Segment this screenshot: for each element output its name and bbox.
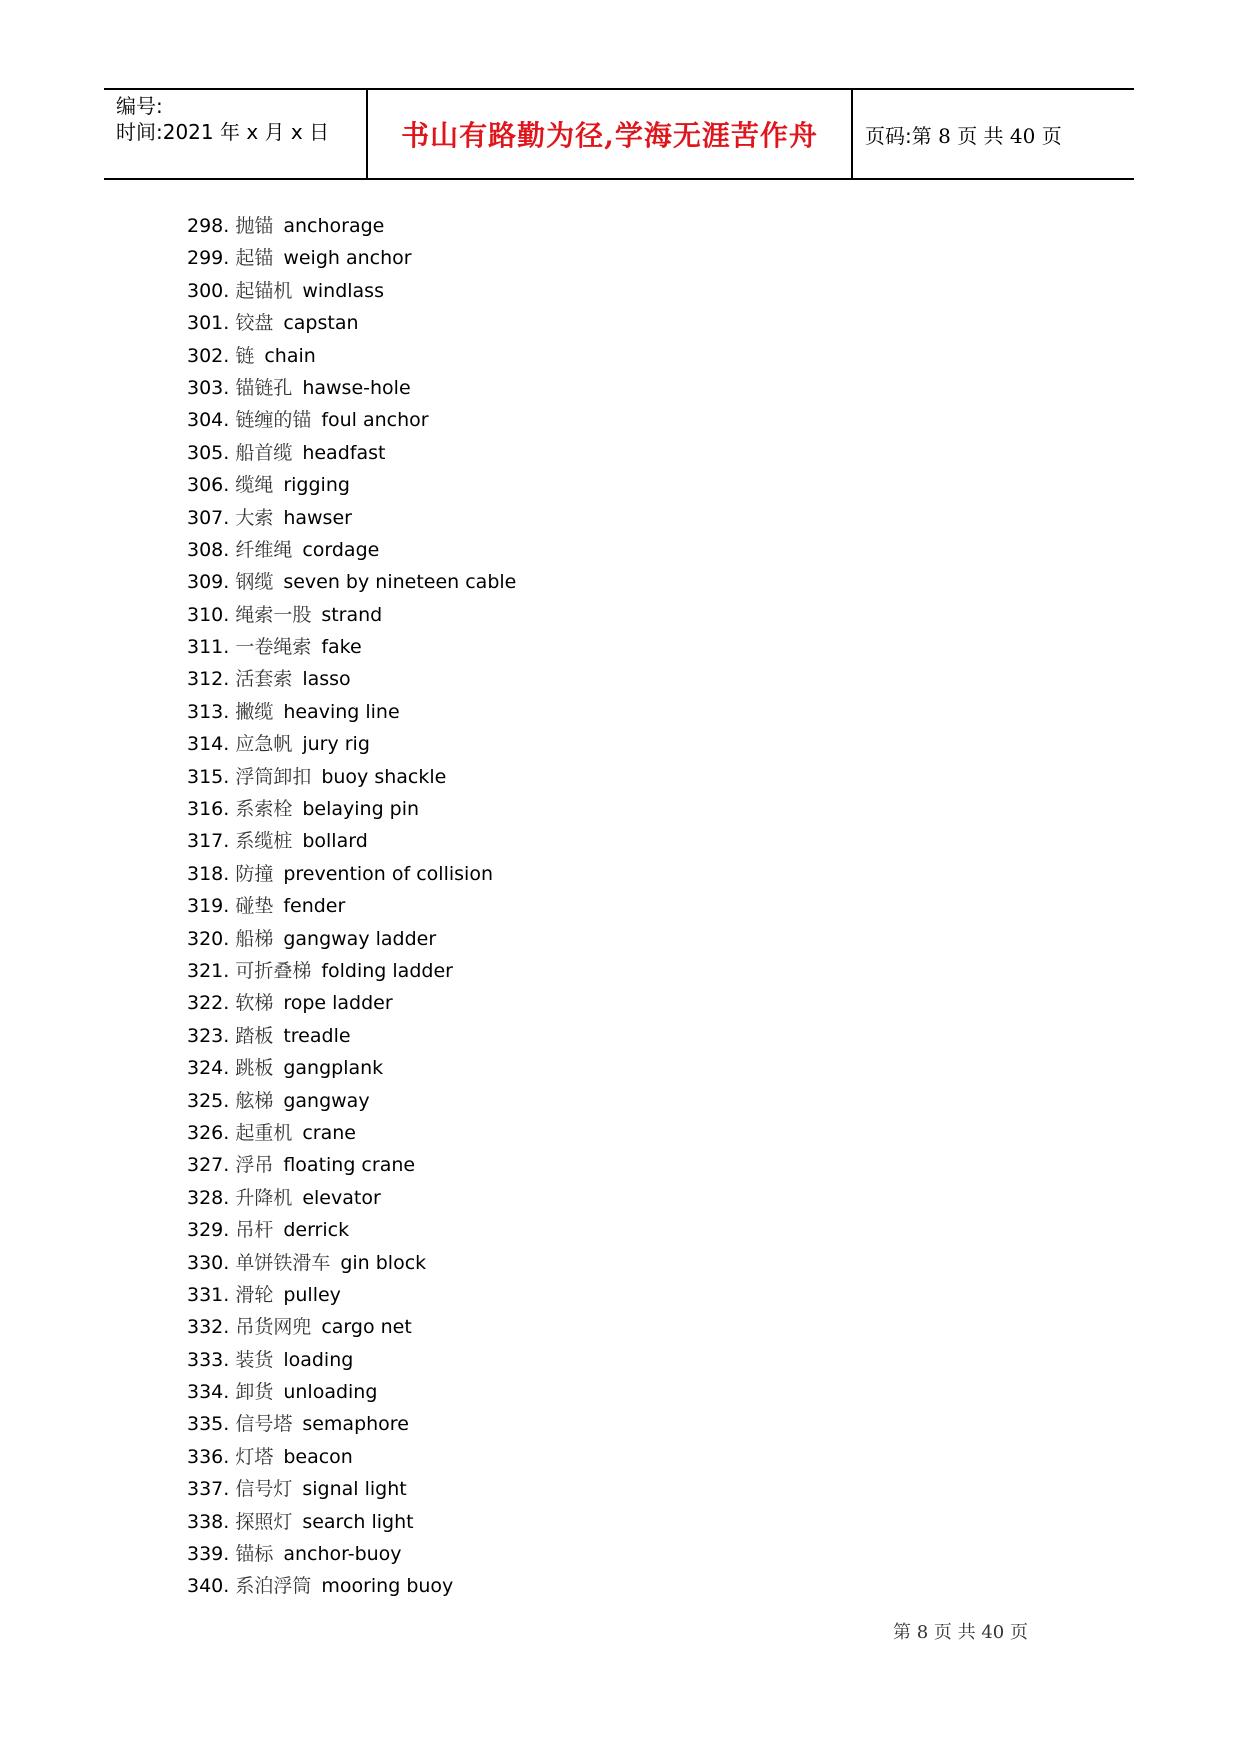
entry-number: 312. — [187, 668, 230, 691]
entry-english: gangway ladder — [283, 927, 437, 950]
vocabulary-entry — [187, 502, 516, 534]
entry-chinese: 吊货网兜 — [235, 1316, 312, 1339]
entry-chinese: 踏板 — [235, 1024, 274, 1047]
entry-english: hawse-hole — [302, 376, 411, 399]
entry-number: 303. — [187, 376, 230, 399]
entry-english: bollard — [302, 830, 368, 853]
entry-english: search light — [302, 1510, 414, 1533]
entry-chinese: 系泊浮筒 — [235, 1575, 312, 1598]
vocabulary-entry — [187, 890, 516, 922]
page-header — [104, 88, 1134, 180]
entry-chinese: 缆绳 — [235, 474, 274, 497]
entry-english: jury rig — [302, 733, 370, 756]
entry-chinese: 钢缆 — [235, 571, 274, 594]
vocabulary-entry — [187, 858, 516, 890]
entry-english: heaving line — [283, 700, 400, 723]
entry-english: signal light — [302, 1478, 407, 1501]
entry-english: prevention of collision — [283, 862, 493, 885]
entry-english: rope ladder — [283, 992, 393, 1015]
entry-chinese: 链 — [235, 344, 255, 367]
vocabulary-entry — [187, 1506, 516, 1538]
entry-english: gangway — [283, 1089, 370, 1112]
entry-number: 335. — [187, 1413, 230, 1436]
vocabulary-entry — [187, 340, 516, 372]
entry-number: 302. — [187, 344, 230, 367]
vocabulary-entry — [187, 404, 516, 436]
entry-english: elevator — [302, 1186, 381, 1209]
entry-english: hawser — [283, 506, 352, 529]
vocabulary-entry — [187, 1441, 516, 1473]
entry-chinese: 系索栓 — [235, 798, 293, 821]
page-prefix: 页码:第 — [865, 123, 932, 148]
entry-english: gin block — [340, 1251, 427, 1274]
entry-english: headfast — [302, 441, 386, 464]
vocabulary-entry — [187, 437, 516, 469]
document-number-label: 编号: — [116, 94, 163, 118]
entry-english: anchorage — [283, 215, 385, 237]
entry-chinese: 灯塔 — [235, 1445, 274, 1468]
entry-number: 338. — [187, 1510, 230, 1533]
page-total: 40 — [1009, 123, 1036, 148]
entry-english: cargo net — [321, 1316, 412, 1339]
entry-chinese: 锚标 — [235, 1543, 274, 1566]
entry-number: 313. — [187, 700, 230, 723]
vocabulary-entry — [187, 566, 516, 598]
entry-number: 300. — [187, 279, 230, 302]
entry-chinese: 防撞 — [235, 862, 274, 885]
vocabulary-entry — [187, 1279, 516, 1311]
entry-english: loading — [283, 1348, 354, 1371]
entry-english: fake — [321, 636, 362, 659]
vocabulary-entry — [187, 825, 516, 857]
entry-english: folding ladder — [321, 959, 453, 982]
vocabulary-entry — [187, 728, 516, 760]
vocabulary-entry — [187, 372, 516, 404]
entry-number: 327. — [187, 1154, 230, 1177]
entry-number: 326. — [187, 1121, 230, 1144]
entry-number: 316. — [187, 798, 230, 821]
entry-number: 305. — [187, 441, 230, 464]
vocabulary-entry — [187, 1311, 516, 1343]
entry-english: buoy shackle — [321, 765, 447, 788]
entry-english: lasso — [302, 668, 351, 691]
vocabulary-entry — [187, 1376, 516, 1408]
entry-chinese: 活套索 — [235, 668, 293, 691]
entry-english: fender — [283, 895, 346, 918]
entry-chinese: 单饼铁滑车 — [235, 1251, 331, 1274]
entry-number: 318. — [187, 862, 230, 885]
vocabulary-entry — [187, 1214, 516, 1246]
vocabulary-entry — [187, 1570, 516, 1602]
vocabulary-entry — [187, 1052, 516, 1084]
entry-number: 299. — [187, 247, 230, 270]
entry-chinese: 应急帆 — [235, 733, 293, 756]
entry-chinese: 软梯 — [235, 992, 274, 1015]
entry-number: 307. — [187, 506, 230, 529]
entry-chinese: 纤维绳 — [235, 538, 293, 561]
vocabulary-entry — [187, 242, 516, 274]
entry-number: 333. — [187, 1348, 230, 1371]
entry-english: crane — [302, 1121, 356, 1144]
vocabulary-entry — [187, 696, 516, 728]
vocabulary-entry — [187, 793, 516, 825]
entry-chinese: 船首缆 — [235, 441, 293, 464]
entry-chinese: 起锚 — [235, 247, 274, 270]
vocabulary-entry — [187, 307, 516, 339]
entry-chinese: 跳板 — [235, 1057, 274, 1080]
entry-number: 321. — [187, 959, 230, 982]
entry-chinese: 碰垫 — [235, 895, 274, 918]
entry-number: 310. — [187, 603, 230, 626]
vocabulary-entry — [187, 1408, 516, 1440]
vocabulary-entry — [187, 1182, 516, 1214]
entry-chinese: 系缆桩 — [235, 830, 293, 853]
entry-chinese: 抛锚 — [235, 215, 274, 237]
entry-chinese: 船梯 — [235, 927, 274, 950]
entry-number: 323. — [187, 1024, 230, 1047]
motto-text: 书山有路勤为径,学海无涯苦作舟 — [401, 119, 818, 152]
entry-chinese: 浮筒卸扣 — [235, 765, 312, 788]
page-middle: 页 共 — [957, 123, 1004, 148]
entry-english: beacon — [283, 1445, 353, 1468]
page-footer: 第 8 页 共 40 页 — [893, 1622, 1028, 1643]
entry-number: 322. — [187, 992, 230, 1015]
entry-number: 332. — [187, 1316, 230, 1339]
entry-number: 314. — [187, 733, 230, 756]
entry-english: strand — [321, 603, 383, 626]
entry-chinese: 铰盘 — [235, 312, 274, 335]
entry-chinese: 吊杆 — [235, 1219, 274, 1242]
entry-number: 336. — [187, 1445, 230, 1468]
entry-english: semaphore — [302, 1413, 409, 1436]
entry-chinese: 撇缆 — [235, 700, 274, 723]
entry-chinese: 装货 — [235, 1348, 274, 1371]
entry-chinese: 绳索一股 — [235, 603, 312, 626]
vocabulary-entry — [187, 1085, 516, 1117]
entry-number: 319. — [187, 895, 230, 918]
entry-english: derrick — [283, 1219, 350, 1242]
entry-english: belaying pin — [302, 798, 420, 821]
vocabulary-entry — [187, 663, 516, 695]
entry-number: 320. — [187, 927, 230, 950]
entry-english: floating crane — [283, 1154, 416, 1177]
entry-english: rigging — [283, 474, 350, 497]
entry-number: 304. — [187, 409, 230, 432]
entry-number: 330. — [187, 1251, 230, 1274]
entry-number: 328. — [187, 1186, 230, 1209]
vocabulary-entry — [187, 1117, 516, 1149]
entry-number: 317. — [187, 830, 230, 853]
vocabulary-entry — [187, 1538, 516, 1570]
entry-english: capstan — [283, 312, 359, 335]
entry-chinese: 信号塔 — [235, 1413, 293, 1436]
entry-number: 329. — [187, 1219, 230, 1242]
entry-chinese: 舷梯 — [235, 1089, 274, 1112]
entry-number: 340. — [187, 1575, 230, 1598]
entry-english: cordage — [302, 538, 380, 561]
entry-number: 309. — [187, 571, 230, 594]
entry-english: chain — [264, 344, 316, 367]
entry-chinese: 起重机 — [235, 1121, 293, 1144]
vocabulary-entry — [187, 534, 516, 566]
entry-chinese: 卸货 — [235, 1381, 274, 1404]
entry-chinese: 浮吊 — [235, 1154, 274, 1177]
vocabulary-entry — [187, 1020, 516, 1052]
entry-chinese: 滑轮 — [235, 1283, 274, 1306]
entry-number: 337. — [187, 1478, 230, 1501]
vocabulary-entry — [187, 987, 516, 1019]
entry-english: foul anchor — [321, 409, 429, 432]
entry-chinese: 链缠的锚 — [235, 409, 312, 432]
entry-english: seven by nineteen cable — [283, 571, 517, 594]
entry-number: 308. — [187, 538, 230, 561]
page-suffix: 页 — [1041, 123, 1062, 148]
document-date-label: 时间:2021 年 x 月 x 日 — [116, 120, 330, 144]
entry-number: 298. — [187, 215, 230, 237]
entry-chinese: 一卷绳索 — [235, 636, 312, 659]
vocabulary-entry — [187, 1473, 516, 1505]
entry-chinese: 升降机 — [235, 1186, 293, 1209]
entry-chinese: 锚链孔 — [235, 376, 293, 399]
entry-english: anchor-buoy — [283, 1543, 402, 1566]
entry-number: 315. — [187, 765, 230, 788]
entry-chinese: 信号灯 — [235, 1478, 293, 1501]
entry-number: 324. — [187, 1057, 230, 1080]
entry-number: 301. — [187, 312, 230, 335]
vocabulary-entry — [187, 955, 516, 987]
vocabulary-entry — [187, 210, 516, 242]
entry-number: 311. — [187, 636, 230, 659]
entry-chinese: 探照灯 — [235, 1510, 293, 1533]
header-motto-cell — [366, 90, 853, 178]
vocabulary-entry — [187, 1247, 516, 1279]
vocabulary-entry — [187, 923, 516, 955]
entry-number: 306. — [187, 474, 230, 497]
vocabulary-entry — [187, 599, 516, 631]
page-number: 8 — [938, 123, 951, 148]
vocabulary-entry — [187, 631, 516, 663]
vocabulary-entry — [187, 1149, 516, 1181]
vocabulary-entry — [187, 469, 516, 501]
vocabulary-list — [187, 210, 516, 1603]
entry-english: weigh anchor — [283, 247, 412, 270]
entry-english: mooring buoy — [321, 1575, 454, 1598]
entry-english: windlass — [302, 279, 384, 302]
header-page-cell — [853, 90, 1134, 178]
entry-english: unloading — [283, 1381, 378, 1404]
entry-number: 325. — [187, 1089, 230, 1112]
entry-english: pulley — [283, 1283, 341, 1306]
vocabulary-entry — [187, 761, 516, 793]
header-page-code — [865, 120, 1062, 149]
entry-number: 339. — [187, 1543, 230, 1566]
entry-chinese: 起锚机 — [235, 279, 293, 302]
entry-english: gangplank — [283, 1057, 384, 1080]
header-info-cell — [104, 90, 366, 178]
entry-chinese: 大索 — [235, 506, 274, 529]
entry-number: 331. — [187, 1283, 230, 1306]
vocabulary-entry — [187, 1344, 516, 1376]
entry-number: 334. — [187, 1381, 230, 1404]
entry-english: treadle — [283, 1024, 351, 1047]
vocabulary-entry — [187, 275, 516, 307]
entry-chinese: 可折叠梯 — [235, 959, 312, 982]
